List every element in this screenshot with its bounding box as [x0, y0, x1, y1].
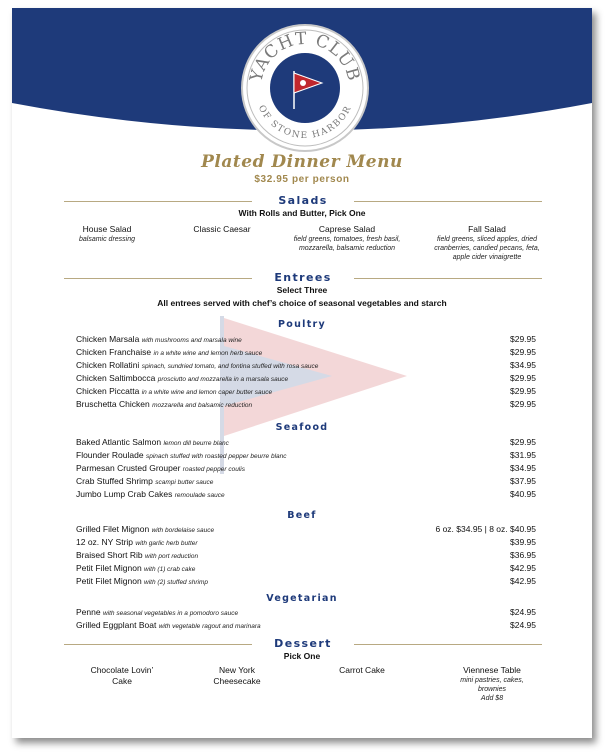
dessert-item: Carrot Cake [339, 665, 385, 675]
entrees-heading: Entrees [64, 271, 542, 285]
salad-item: House Salad balsamic dressing [78, 224, 136, 243]
menu-item: Chicken Marsala with mushrooms and marsala wine $29.95 [76, 334, 536, 344]
menu-item: Chicken Rollatini spinach, sundried tomato, and fontina stuffed with rosa sauce $34.95 [76, 360, 536, 370]
menu-item: Flounder Roulade spinach stuffed with roasted pepper beurre blanc $31.95 [76, 450, 536, 460]
salad-item: Caprese Salad field greens, tomatoes, fresh basil, mozzarella, balsamic reduction [293, 224, 401, 252]
salad-item: Classic Caesar [193, 224, 251, 234]
vegetarian-heading: Vegetarian [266, 593, 338, 604]
logo-bottom-text: OF STONE HARBOR [255, 103, 355, 142]
entrees-line2: All entrees served with chef’s choice of seasonal vegetables and starch [157, 298, 447, 308]
salads-heading: Salads [64, 194, 542, 208]
salads-subheading: With Rolls and Butter, Pick One [238, 208, 366, 218]
dessert-subheading: Pick One [283, 651, 321, 661]
menu-item: Grilled Filet Mignon with bordelaise sauce 6 oz. $34.95 | 8 oz. $40.95 [76, 524, 536, 534]
menu-item: Jumbo Lump Crab Cakes remoulade sauce $40.95 [76, 489, 536, 499]
logo-emblem [270, 53, 340, 123]
menu-page [12, 8, 592, 738]
menu-item: 12 oz. NY Strip with garlic herb butter $39.95 [76, 537, 536, 547]
menu-item: Penne with seasonal vegetables in a pomodoro sauce $24.95 [76, 607, 536, 617]
menu-item: Chicken Franchaise in a white wine and lemon herb sauce $29.95 [76, 347, 536, 357]
menu-item: Crab Stuffed Shrimp scampi butter sauce $37.95 [76, 476, 536, 486]
dessert-heading: Dessert [64, 637, 542, 651]
beef-heading: Beef [287, 510, 317, 521]
flag-icon [270, 53, 340, 123]
menu-item: Petit Filet Mignon with (2) stuffed shrimp $42.95 [76, 576, 536, 586]
menu-item: Baked Atlantic Salmon lemon dill beurre blanc $29.95 [76, 437, 536, 447]
yacht-club-logo [241, 24, 369, 152]
poultry-heading: Poultry [277, 319, 327, 330]
menu-item: Grilled Eggplant Boat with vegetable ragout and marinara $24.95 [76, 620, 536, 630]
entrees-line1: Select Three [276, 285, 328, 295]
salad-item: Fall Salad field greens, sliced apples, dried cranberries, candied pecans, feta, apple cider vinaigrette [434, 224, 540, 261]
logo-top-text: YACHT CLUB [246, 28, 364, 84]
menu-item: Chicken Saltimbocca prosciutto and mozzarella in a marsala sauce $29.95 [76, 373, 536, 383]
dessert-item: Chocolate Lovin’ Cake [90, 665, 154, 686]
seafood-heading: Seafood [275, 422, 329, 433]
menu-item: Bruschetta Chicken mozzarella and balsamic reduction $29.95 [76, 399, 536, 409]
dessert-item: Viennese Table mini pastries, cakes, brownies Add $8 [460, 665, 524, 702]
menu-item: Parmesan Crusted Grouper roasted pepper coulis $34.95 [76, 463, 536, 473]
menu-item: Petit Filet Mignon with (1) crab cake $42.95 [76, 563, 536, 573]
menu-title: Plated Dinner Menu [201, 152, 403, 172]
menu-item: Chicken Piccatta in a white wine and lemon caper butter sauce $29.95 [76, 386, 536, 396]
price-per-person: $32.95 per person [254, 174, 350, 185]
menu-item: Braised Short Rib with port reduction $36.95 [76, 550, 536, 560]
dessert-item: New York Cheesecake [213, 665, 261, 686]
